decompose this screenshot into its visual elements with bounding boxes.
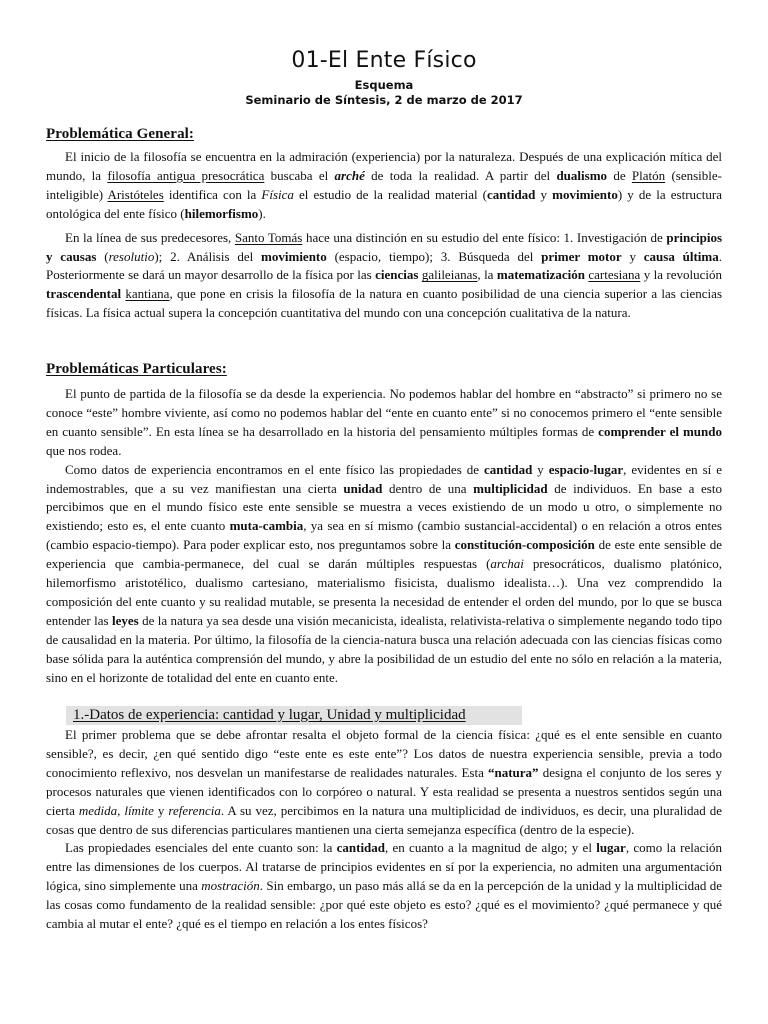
paragraph: El primer problema que se debe afrontar resalta el objeto formal de la ciencia física: ¿qué es el ente sensible en cuanto sensible?, es decir, ¿en qué sentido digo “este ente es este ente”? Los datos de nuestra experiencia sensible, previa a todo conocimiento reflexivo, nos desvelan un manifestarse de realidades naturales. Esta “natura” designa el conjunto de los seres y procesos naturales que vienen identificados con lo corpóreo o natural. Y esta realidad se presenta a nuestros sentidos según una cierta medida, límite y referencia. A su vez, percibimos en la natura una multiplicidad de individuos, es decir, una pluralidad de cosas que dentro de sus diferencias particulares mantienen una cierta semejanza específica (dentro de la especie). [46, 727, 722, 837]
emphasis-term: cantidad [336, 840, 386, 856]
emphasis-term: kantiana [125, 286, 170, 302]
emphasis-term: Platón [631, 167, 666, 183]
document-subtitle: Esquema [354, 78, 414, 92]
emphasis-term: primer motor [541, 248, 622, 264]
emphasis-term: referencia [168, 802, 221, 818]
emphasis-term: Física [261, 186, 294, 202]
paragraph: Como datos de experiencia encontramos en el ente físico las propiedades de cantidad y espacio-lugar, evidentes en sí e indemostrables, que a su vez manifiestan una cierta unidad dentro de una multiplicidad de individuos. En base a esto percibimos que en el mundo físico este ente sensible se muestra a veces existiendo de un modo u otro, o simplemente no existiendo; esto es, el ente cuanto muta-cambia, ya sea en sí mismo (cambio sustancial-accidental) o en relación a otros entes (cambio espacio-tiempo). Para poder explicar esto, nos preguntamos sobre la constitución-composición de este ente sensible de experiencia que cambia-permanece, del cual se darán múltiples respuestas (archai presocráticos, dualismo platónico, hilemorfismo aristotélico, dualismo cartesiano, materialismo fisicista, dualismo idealista…). Una vez comprendido la composición del ente cuanto y su realidad mutable, se presenta la necesidad de entender el orden del mundo, por lo que se busca entender las leyes de la natura ya sea desde una visión mecanicista, idealista, relativista-relativa o simplemente negando todo tipo de causalidad en la materia. Por último, la filosofía de la ciencia-natura busca una relación adecuada con las ciencias físicas como base sólida para la auténtica comprensión del mundo, y abre la posibilidad de un estudio del ente no sólo en relación a la materia, sino en el horizonte de totalidad del ente en cuanto ente. [46, 461, 722, 685]
emphasis-term: cartesiana [588, 267, 641, 283]
document-title: 01-El Ente Físico [291, 48, 477, 73]
emphasis-term: medida [78, 802, 118, 818]
emphasis-term: matematización [496, 267, 585, 283]
paragraph: El punto de partida de la filosofía se da desde la experiencia. No podemos hablar del hombre en “abstracto” si primero no se conoce “este” hombre viviente, así como no podemos hablar del “ente en cuanto ente” si no conocemos primero el “ente sensible en cuanto sensible”. En esta línea se ha desarrollado en la historia del pensamiento múltiples formas de comprender el mundo que nos rodea. [46, 386, 722, 458]
emphasis-term: movimiento [261, 248, 327, 264]
emphasis-term: dualismo [556, 167, 608, 183]
emphasis-term: mostración [201, 878, 260, 894]
seminar-date-line: Seminario de Síntesis, 2 de marzo de 2017 [245, 93, 523, 107]
emphasis-term: unidad [343, 480, 383, 496]
emphasis-term: principios y causas [46, 229, 722, 264]
particular-section-body [46, 385, 722, 688]
general-section-body [46, 148, 722, 323]
emphasis-term: galileianas [421, 267, 478, 283]
paragraph: El inicio de la filosofía se encuentra en la admiración (experiencia) por la naturaleza. Después de una explicación mítica del mundo, la filosofía antigua presocrática buscaba el arché de toda la realidad. A partir del dualismo de Platón (sensible-inteligible) Aristóteles identifica con la Física el estudio de la realidad material (cantidad y movimiento) y de la estructura ontológica del ente físico (hilemorfismo). [46, 149, 723, 221]
subsection-1-body [46, 726, 722, 934]
paragraph: Las propiedades esenciales del ente cuanto son: la cantidad, en cuanto a la magnitud de algo; y el lugar, como la relación entre las dimensiones de los cuerpos. Al tratarse de principios evidentes en sí por la experiencia, no admiten una argumentación lógica, sino simplemente una mostración. Sin embargo, un paso más allá se da en la percepción de la unidad y la multiplicidad de las cosas como fundamento de la realidad sensible: ¿por qué este objeto es esto? ¿qué es el movimiento? ¿qué permanece y qué cambia al mutar el ente? ¿qué es el tiempo en relación a los entes físicos? [46, 840, 723, 932]
emphasis-term: movimiento [552, 186, 618, 202]
emphasis-term: trascendental [46, 286, 122, 302]
subsection-heading-label: 1.-Datos de experiencia: cantidad y lugar, Unidad y multiplicidad [73, 707, 466, 723]
emphasis-term: causa última [643, 248, 719, 264]
emphasis-term: filosofía antigua presocrática [107, 167, 265, 183]
emphasis-term: límite [124, 802, 154, 818]
section-heading-general: Problemática General: [46, 126, 195, 142]
emphasis-term: muta-cambia [229, 518, 304, 534]
emphasis-term: ciencias [375, 267, 419, 283]
emphasis-term: resolutio [108, 248, 155, 264]
emphasis-term: hilemorfismo [184, 205, 259, 221]
emphasis-term: arché [334, 167, 365, 183]
section-heading-particular: Problemáticas Particulares: [46, 361, 227, 377]
emphasis-term: multiplicidad [473, 480, 548, 496]
emphasis-term: constitución-composición [454, 537, 595, 553]
subsection-heading-1 [66, 706, 522, 725]
emphasis-term: leyes [111, 612, 139, 628]
emphasis-term: lugar [596, 840, 626, 856]
emphasis-term: Santo Tomás [234, 229, 303, 245]
emphasis-term: archai [490, 556, 524, 572]
paragraph: En la línea de sus predecesores, Santo Tomás hace una distinción en su estudio del ente físico: 1. Investigación de principios y causas (resolutio); 2. Análisis del movimiento (espacio, tiempo); 3. Búsqueda del primer motor y causa última. Posteriormente se dará un mayor desarrollo de la física por las ciencias galileianas, la matematización cartesiana y la revolución trascendental kantiana, que pone en crisis la filosofía de la natura en cuanto posibilidad de una ciencia superior a las ciencias físicas. La física actual supera la concepción cuantitativa del mundo con una concepción cualitativa de la natura. [46, 229, 723, 321]
emphasis-term: cantidad [487, 186, 536, 202]
emphasis-term: espacio-lugar [548, 461, 624, 477]
emphasis-term: “natura” [488, 764, 539, 780]
emphasis-term: comprender el mundo [598, 423, 722, 439]
emphasis-term: Aristóteles [107, 186, 164, 202]
emphasis-term: cantidad [483, 461, 533, 477]
